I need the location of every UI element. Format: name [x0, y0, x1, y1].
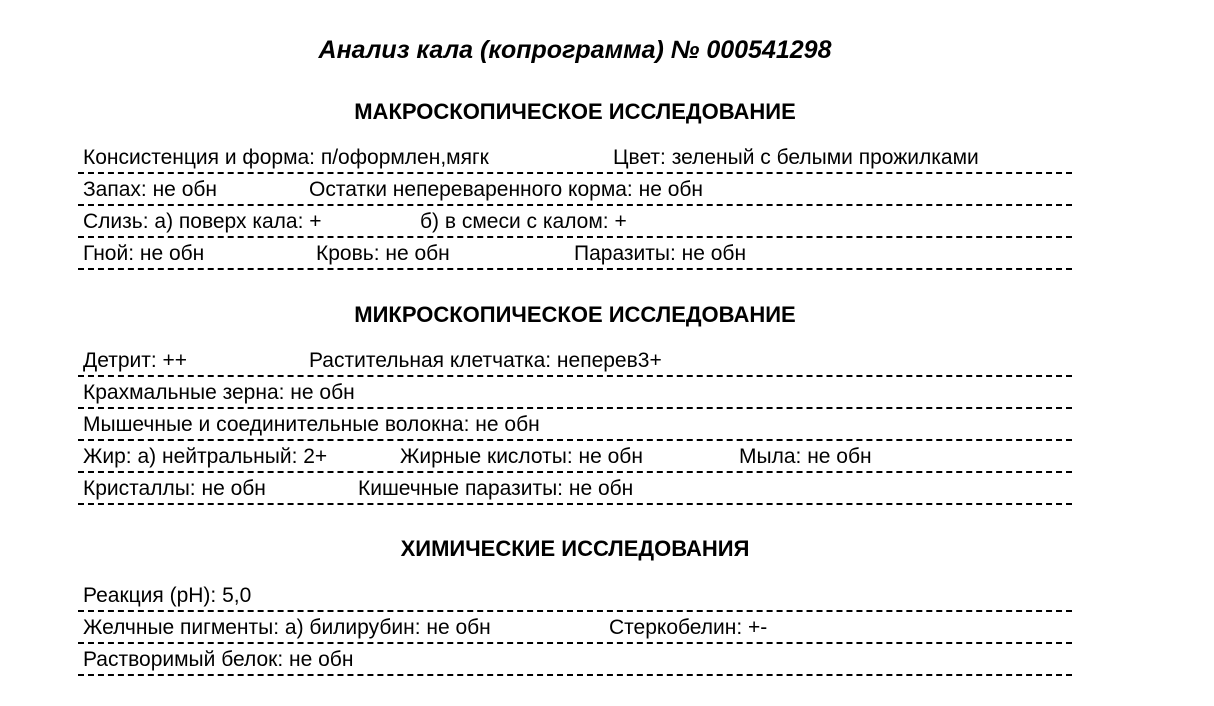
micro-row-4 — [78, 441, 1072, 473]
chem-row-2 — [78, 612, 1072, 644]
undigested-field: Остатки непереваренного корма: не обн — [309, 178, 704, 201]
soaps-field: Мыла: не обн — [739, 445, 872, 468]
starch-field: Крахмальные зерна: не обн — [83, 381, 355, 404]
stercobilin-field: Стеркобелин: +- — [609, 616, 768, 639]
crystals-field: Кристаллы: не обн — [83, 477, 266, 500]
micro-section-heading: МИКРОСКОПИЧЕСКОЕ ИССЛЕДОВАНИЕ — [354, 302, 796, 327]
muscle-fibers-field: Мышечные и соединительные волокна: не обн — [83, 413, 540, 436]
soluble-protein-field: Растворимый белок: не обн — [83, 648, 354, 671]
micro-row-3 — [78, 409, 1072, 441]
blood-field: Кровь: не обн — [316, 242, 450, 265]
ph-field: Реакция (pH): 5,0 — [83, 584, 252, 607]
document-title: Анализ кала (копрограмма) № 000541298 — [318, 36, 832, 64]
macro-row-3 — [78, 206, 1072, 238]
micro-row-1 — [78, 345, 1072, 377]
smell-field: Запах: не обн — [83, 178, 217, 201]
mucus-top-field: Слизь: а) поверх кала: + — [83, 210, 322, 233]
micro-row-2 — [78, 377, 1072, 409]
micro-row-5 — [78, 473, 1072, 505]
macro-row-4 — [78, 238, 1072, 270]
chem-row-1 — [78, 580, 1072, 612]
macro-row-1 — [78, 142, 1072, 174]
mucus-mixed-field: б) в смеси с калом: + — [420, 210, 627, 233]
consistency-field: Консистенция и форма: п/оформлен,мягк — [83, 146, 489, 169]
pus-field: Гной: не обн — [83, 242, 205, 265]
chem-row-3 — [78, 644, 1072, 676]
bilirubin-field: Желчные пигменты: а) билирубин: не обн — [83, 616, 491, 639]
color-field: Цвет: зеленый с белыми прожилками — [613, 146, 979, 169]
fatty-acids-field: Жирные кислоты: не обн — [400, 445, 643, 468]
macro-row-2 — [78, 174, 1072, 206]
macro-section-heading: МАКРОСКОПИЧЕСКОЕ ИССЛЕДОВАНИЕ — [354, 99, 796, 124]
plant-fiber-field: Растительная клетчатка: неперев3+ — [309, 349, 662, 372]
intestinal-parasites-field: Кишечные паразиты: не обн — [358, 477, 634, 500]
neutral-fat-field: Жир: а) нейтральный: 2+ — [83, 445, 328, 468]
parasites-field: Паразиты: не обн — [574, 242, 747, 265]
detritus-field: Детрит: ++ — [83, 349, 188, 372]
chem-section-heading: ХИМИЧЕСКИЕ ИССЛЕДОВАНИЯ — [400, 536, 750, 561]
